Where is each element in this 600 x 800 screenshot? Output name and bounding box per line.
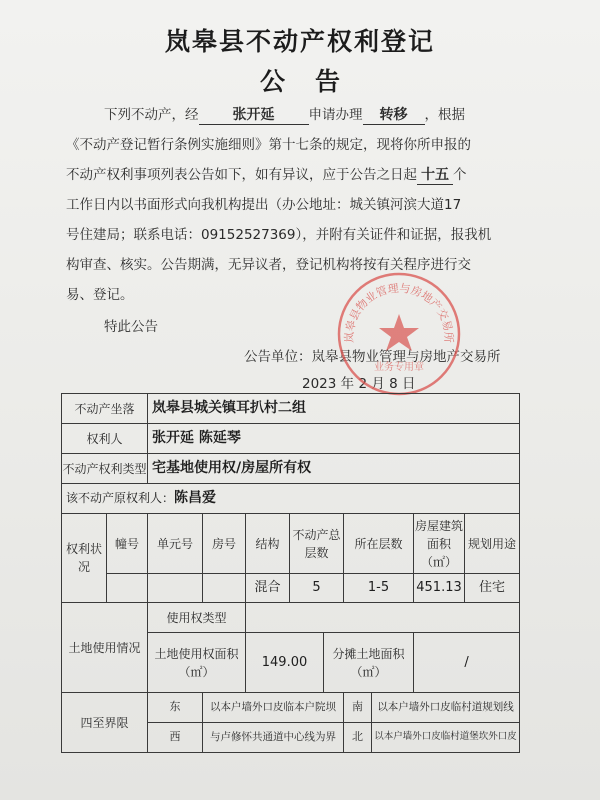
- value-structure: 混合: [246, 574, 290, 603]
- seal-text: 岚皋县物业管理与房地产交易所: [342, 281, 456, 343]
- former-owner-label: 该不动产原权利人：: [66, 491, 175, 505]
- notice-line-1: [104, 103, 465, 125]
- value-total-floors: 5: [290, 574, 344, 603]
- line3-post: 个: [453, 167, 467, 183]
- objection-days: 十五: [421, 167, 449, 183]
- property-table: [61, 393, 520, 753]
- land-use-type-row: [62, 603, 520, 633]
- official-seal: [335, 270, 463, 398]
- south-value: 以本户墙外口皮临村道规划线: [372, 693, 520, 723]
- location-value: 岚皋县城关镇耳扒村二组: [148, 394, 520, 424]
- line1-pre: 下列不动产，经: [104, 107, 199, 123]
- applicant-name: 张开延: [232, 107, 275, 123]
- status-label: 权利状况: [62, 514, 107, 603]
- value-unit: [148, 574, 203, 603]
- shared-area-value: /: [414, 633, 520, 693]
- west-value: 与卢修怀共通道中心线为界: [203, 723, 344, 753]
- former-owner-cell: [62, 484, 520, 514]
- north-label: 北: [344, 723, 372, 753]
- seal-star-icon: [379, 314, 419, 351]
- bounds-row-1: [62, 693, 520, 723]
- south-label: 南: [344, 693, 372, 723]
- business-type: 转移: [379, 107, 408, 123]
- notice-date: 2023 年 2 月 8 日: [302, 376, 416, 392]
- issuer-label: 公告单位：: [244, 349, 312, 365]
- line1-mid: 申请办理: [308, 107, 363, 123]
- header-building: 幢号: [107, 514, 148, 574]
- header-structure: 结构: [246, 514, 290, 574]
- status-value-row: [62, 574, 520, 603]
- header-unit: 单元号: [148, 514, 203, 574]
- owner-row: [62, 424, 520, 454]
- land-label: 土地使用情况: [62, 603, 148, 693]
- line1-post: ，根据: [424, 107, 465, 123]
- land-use-type-label: 使用权类型: [148, 603, 246, 633]
- right-type-row: [62, 454, 520, 484]
- land-area-label: 土地使用权面积（㎡）: [148, 633, 246, 693]
- notice-line-7: 易、登记。: [66, 287, 134, 303]
- bounds-label: 四至界限: [62, 693, 148, 753]
- issuer-name: 岚皋县物业管理与房地产交易所: [311, 349, 501, 365]
- status-header-row: [62, 514, 520, 574]
- east-label: 东: [148, 693, 203, 723]
- west-label: 西: [148, 723, 203, 753]
- line3-pre: 不动产权利事项列表公告如下，如有异议，应于公告之日起: [66, 167, 417, 183]
- right-type-value: 宅基地使用权/房屋所有权: [148, 454, 520, 484]
- seal-subtext: 业务专用章: [374, 362, 424, 373]
- former-owner-value: 陈昌爱: [174, 490, 217, 506]
- business-type-field: [363, 104, 425, 125]
- notice-line-2: 《不动产登记暂行条例实施细则》第十七条的规定，现将你所申报的: [66, 137, 471, 153]
- header-floor: 所在层数: [344, 514, 414, 574]
- value-building: [107, 574, 148, 603]
- notice-line-4: 工作日内以书面形式向我机构提出（办公地址：城关镇河滨大道17: [66, 197, 462, 213]
- header-room: 房号: [203, 514, 246, 574]
- owner-value: 张开延 陈延琴: [148, 424, 520, 454]
- land-use-type-value: [246, 603, 520, 633]
- notice-line-6: 构审查、核实。公告期满，无异议者，登记机构将按有关程序进行交: [66, 257, 471, 273]
- land-area-value: 149.00: [246, 633, 324, 693]
- header-area: 房屋建筑面积（㎡）: [414, 514, 465, 574]
- east-value: 以本户墙外口皮临本户院坝: [203, 693, 344, 723]
- applicant-field: [199, 104, 309, 125]
- notice-closing: 特此公告: [104, 319, 158, 335]
- value-floor: 1-5: [344, 574, 414, 603]
- value-room: [203, 574, 246, 603]
- header-usage: 规划用途: [465, 514, 520, 574]
- notice-line-5: 号住建局；联系电话：09152527369），并附有关证件和证据，报我机: [66, 227, 492, 243]
- location-label: 不动产坐落: [62, 394, 148, 424]
- north-value: 以本户墙外口皮临村道堡坎外口皮: [372, 723, 520, 753]
- notice-line-3: [66, 163, 467, 185]
- value-usage: 住宅: [465, 574, 520, 603]
- owner-label: 权利人: [62, 424, 148, 454]
- notice-title: 岚皋县不动产权利登记: [164, 27, 435, 56]
- header-total-floors: 不动产总层数: [290, 514, 344, 574]
- notice-subtitle: 公告: [259, 67, 370, 96]
- value-area: 451.13: [414, 574, 465, 603]
- shared-area-label: 分摊土地面积（㎡）: [324, 633, 414, 693]
- former-owner-row: [62, 484, 520, 514]
- right-type-label: 不动产权利类型: [62, 454, 148, 484]
- days-field: [417, 164, 453, 185]
- location-row: [62, 394, 520, 424]
